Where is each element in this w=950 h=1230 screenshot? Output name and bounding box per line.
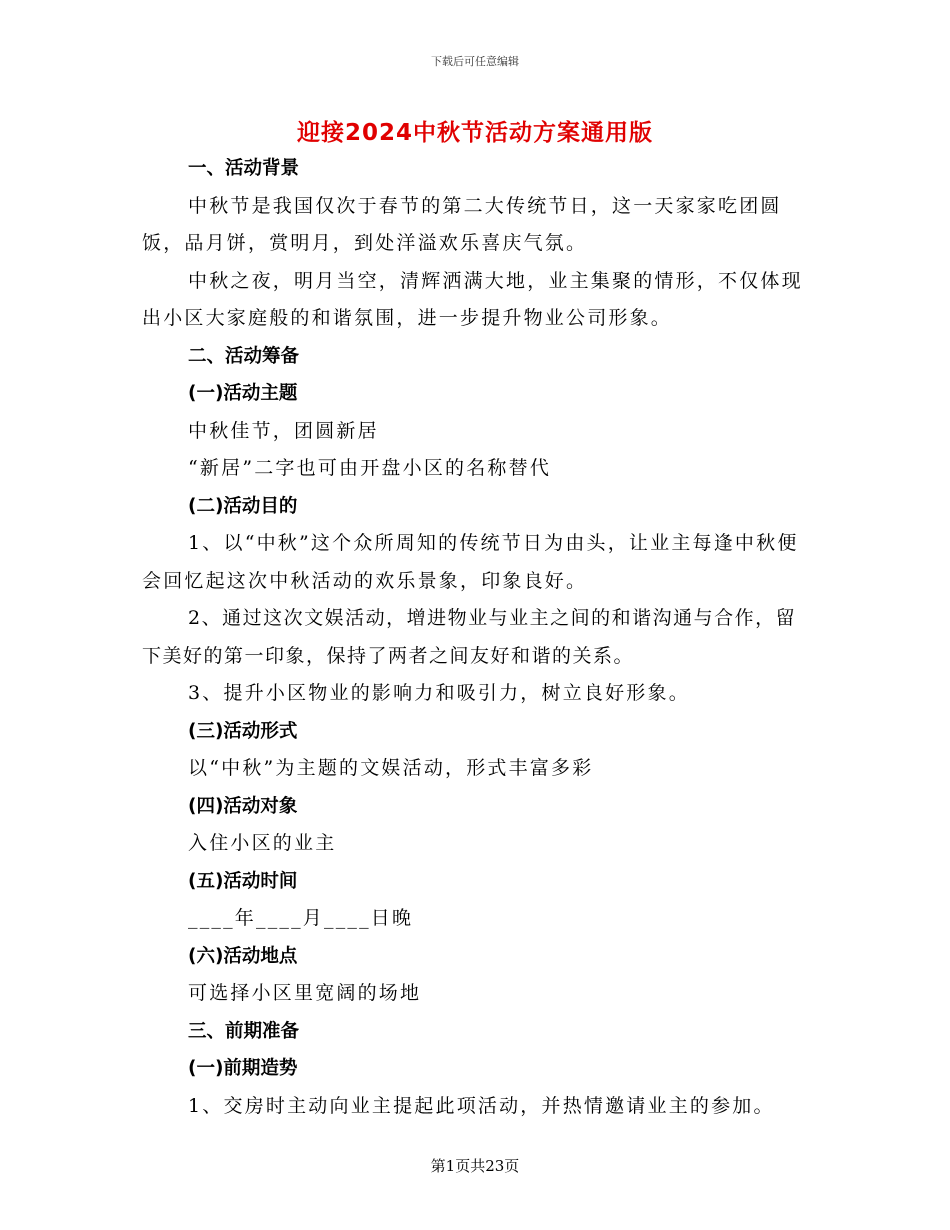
- paragraph: 3、提升小区物业的影响力和吸引力，树立良好形象。: [188, 682, 690, 704]
- subsection-heading: (一)前期造势: [188, 1058, 298, 1079]
- paragraph: 中秋节是我国仅次于春节的第二大传统节日，这一天家家吃团圆饭，品月饼，赏明月，到处洋溢欢乐喜庆气氛。: [142, 194, 782, 254]
- subsection-heading: (五)活动时间: [188, 870, 298, 892]
- section-heading: 三、前期准备: [188, 1020, 300, 1042]
- subsection-heading: (四)活动对象: [188, 795, 298, 817]
- paragraph: 可选择小区里宽阔的场地: [188, 982, 422, 1004]
- paragraph: 中秋佳节，团圆新居: [188, 419, 379, 442]
- paragraph: 中秋之夜，明月当空，清辉洒满大地，业主集聚的情形，不仅体现出小区大家庭般的和谐氛围，进一步提升物业公司形象。: [142, 269, 803, 329]
- document-body: [142, 150, 807, 1125]
- paragraph: 入住小区的业主: [188, 832, 337, 854]
- subsection-heading: (三)活动形式: [188, 720, 298, 742]
- page-footer: 第1页共23页: [430, 1157, 520, 1175]
- paragraph: ____年____月____日晚: [188, 907, 414, 929]
- subsection-heading: (一)活动主题: [188, 383, 298, 404]
- paragraph: 1、以“中秋”这个众所周知的传统节日为由头，让业主每逢中秋便会回忆起这次中秋活动的欢乐景象，印象良好。: [142, 532, 799, 592]
- subsection-heading: (二)活动目的: [188, 495, 298, 517]
- paragraph: 2、通过这次文娱活动，增进物业与业主之间的和谐沟通与合作，留下美好的第一印象，保持了两者之间友好和谐的关系。: [142, 607, 797, 667]
- section-heading: 一、活动背景: [188, 158, 300, 179]
- paragraph: 1、交房时主动向业主提起此项活动，并热情邀请业主的参加。: [188, 1094, 775, 1117]
- section-heading: 二、活动筹备: [188, 345, 300, 367]
- paragraph: “新居”二字也可由开盘小区的名称替代: [188, 457, 552, 479]
- paragraph: 以“中秋”为主题的文娱活动，形式丰富多彩: [188, 757, 594, 779]
- document-title: 迎接2024中秋节活动方案通用版: [296, 120, 653, 146]
- subsection-heading: (六)活动地点: [188, 945, 298, 967]
- page-header: 下载后可任意编辑: [431, 55, 519, 68]
